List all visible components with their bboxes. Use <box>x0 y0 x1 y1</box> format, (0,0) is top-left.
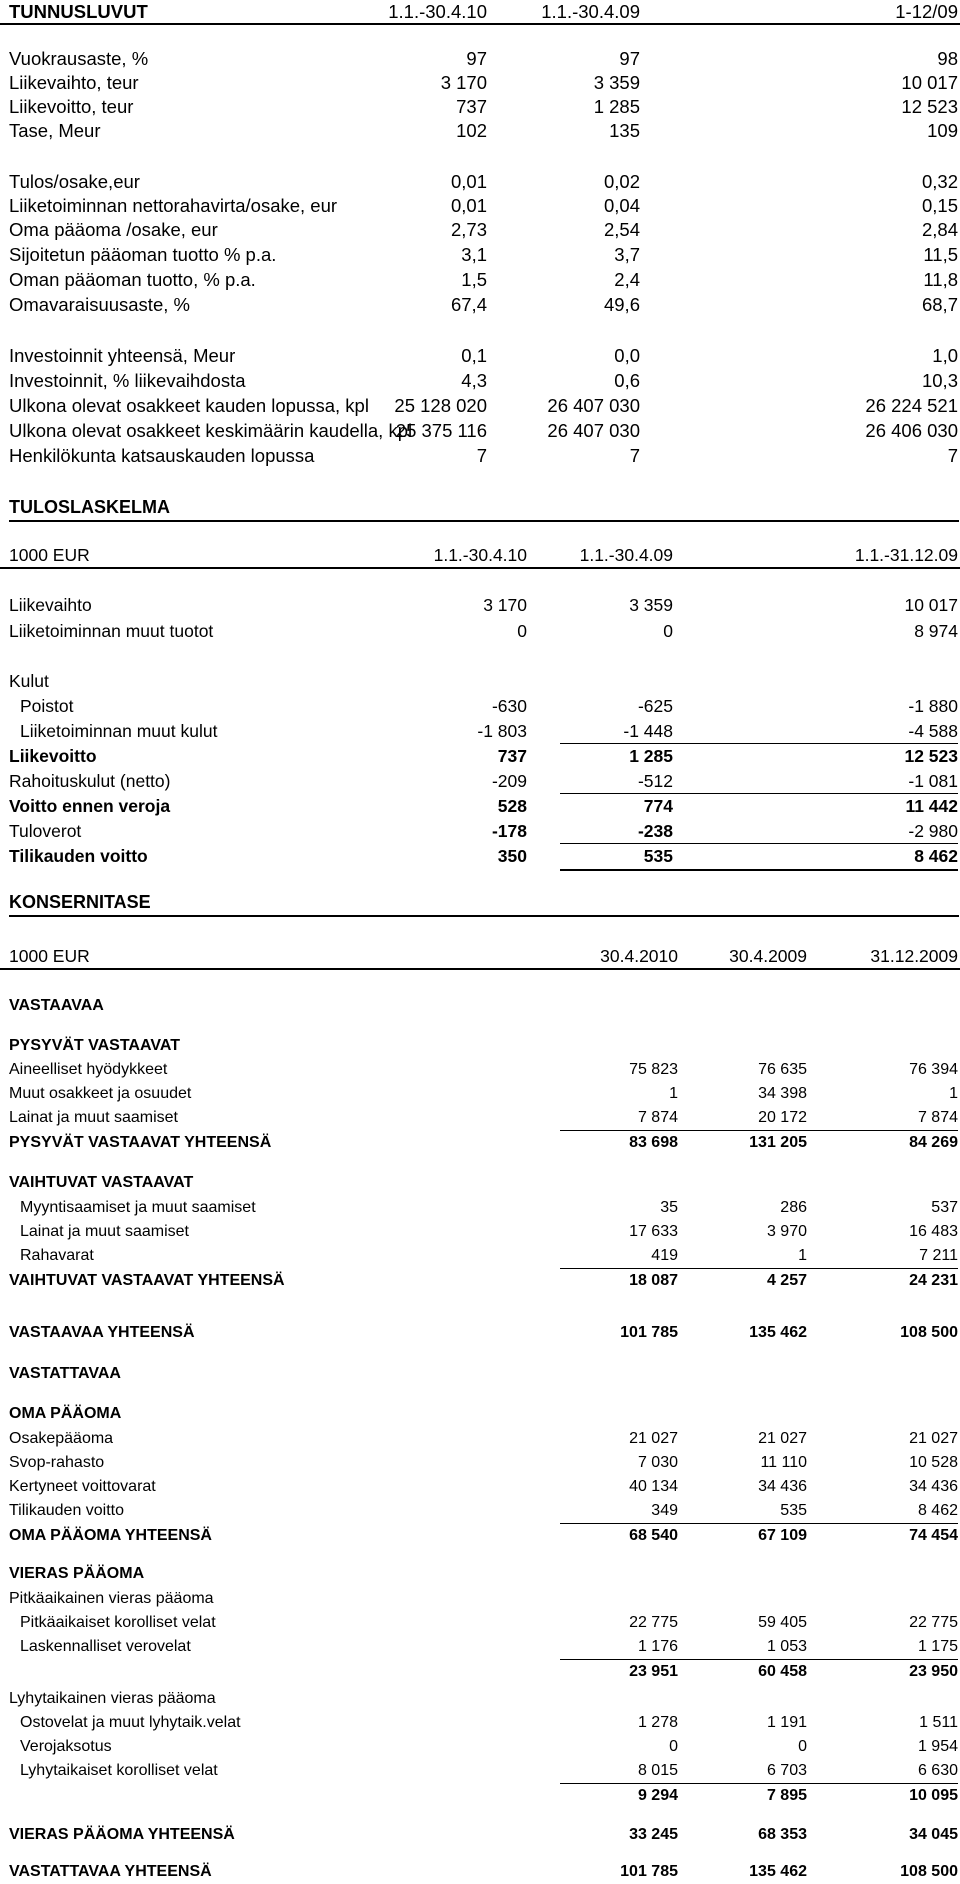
divider <box>9 915 959 917</box>
row-value: 24 231 <box>909 1272 958 1289</box>
row-label: Verojaksotus <box>20 1738 112 1755</box>
section-heading <box>0 1403 960 1425</box>
row-value: 75 823 <box>629 1061 678 1078</box>
row-value: 7 <box>629 445 640 466</box>
table-row <box>0 369 960 393</box>
row-label: Voitto ennen veroja <box>9 796 171 816</box>
row-value: 60 458 <box>758 1663 807 1680</box>
row-value: -630 <box>491 696 527 716</box>
row-value: 135 <box>609 120 640 141</box>
row-label: Henkilökunta katsauskauden lopussa <box>9 445 315 466</box>
row-label: PYSYVÄT VASTAAVAT YHTEENSÄ <box>9 1134 272 1151</box>
table-row <box>0 268 960 292</box>
table-row <box>0 1269 960 1293</box>
row-value: 1 191 <box>766 1714 807 1731</box>
row-label: Kulut <box>9 671 49 691</box>
row-value: 97 <box>619 48 640 69</box>
row-value: 20 172 <box>758 1109 807 1126</box>
table-row <box>0 95 960 119</box>
section-heading <box>0 1563 960 1585</box>
row-value: 0,32 <box>921 171 958 192</box>
table-row <box>0 1131 960 1155</box>
row-value: 17 633 <box>629 1223 678 1240</box>
row-value: 537 <box>931 1199 958 1216</box>
row-label: Svop-rahasto <box>9 1454 105 1471</box>
row-value: 1 511 <box>919 1714 958 1731</box>
row-value: -209 <box>491 771 527 791</box>
row-label: Investoinnit, % liikevaihdosta <box>9 370 246 391</box>
row-value: 3 359 <box>593 72 640 93</box>
row-value: 4 257 <box>766 1272 807 1289</box>
table-row <box>0 444 960 468</box>
row-value: 135 462 <box>749 1324 807 1341</box>
row-value: 3 359 <box>629 595 673 615</box>
row-value: 0,04 <box>603 195 640 216</box>
table-row <box>0 844 960 868</box>
row-value: 8 015 <box>637 1762 678 1779</box>
row-value: 0 <box>669 1738 678 1755</box>
table-row <box>0 71 960 95</box>
row-value: 10 528 <box>909 1454 958 1471</box>
table-row <box>0 593 960 617</box>
row-value: 7 895 <box>766 1787 807 1804</box>
row-value: 2,54 <box>603 219 640 240</box>
row-label: PYSYVÄT VASTAAVAT <box>9 1037 180 1054</box>
table-row <box>0 1427 960 1451</box>
row-value: -1 081 <box>908 771 958 791</box>
row-value: 34 436 <box>758 1478 807 1495</box>
row-label: Liikevaihto <box>9 595 92 615</box>
row-value: 68 353 <box>758 1826 807 1843</box>
row-value: 102 <box>456 120 487 141</box>
row-label: Tilikauden voitto <box>9 1502 125 1519</box>
row-label: Lainat ja muut saamiset <box>9 1109 178 1126</box>
row-value: 10 017 <box>901 72 958 93</box>
table-row <box>0 1711 960 1735</box>
row-value: 11 442 <box>905 796 958 816</box>
row-value: 8 462 <box>914 846 958 866</box>
row-value: 35 <box>660 1199 678 1216</box>
row-label: VASTATTAVAA <box>9 1365 121 1382</box>
section-heading <box>0 1035 960 1057</box>
row-label: Ostovelat ja muut lyhytaik.velat <box>20 1714 241 1731</box>
table-row <box>0 170 960 194</box>
row-value: 1 <box>798 1247 807 1264</box>
row-value: 135 462 <box>749 1863 807 1880</box>
row-value: 1 175 <box>917 1638 958 1655</box>
row-value: 0,6 <box>614 370 640 391</box>
row-label: Lyhytaikainen vieras pääoma <box>9 1690 216 1707</box>
row-value: 1 <box>669 1085 678 1102</box>
row-value: -238 <box>637 821 673 841</box>
row-value: 1 278 <box>637 1714 678 1731</box>
row-value: 0,01 <box>450 195 487 216</box>
row-label: Tase, Meur <box>9 120 101 141</box>
row-value: 286 <box>780 1199 807 1216</box>
row-label: VASTATTAVAA YHTEENSÄ <box>9 1863 212 1880</box>
table-row <box>0 819 960 843</box>
tunnusluvut-col1-header: 1.1.-30.4.10 <box>388 1 487 22</box>
row-label: Kertyneet voittovarat <box>9 1478 156 1495</box>
row-value: 10 095 <box>909 1787 958 1804</box>
row-value: 9 294 <box>637 1787 678 1804</box>
row-value: 1 <box>949 1085 958 1102</box>
row-value: 12 523 <box>904 746 958 766</box>
row-value: 26 407 030 <box>547 420 640 441</box>
row-label: Tulos/osake,eur <box>9 171 140 192</box>
row-label: VASTAAVAA YHTEENSÄ <box>9 1324 195 1341</box>
row-value: 108 500 <box>900 1324 958 1341</box>
row-value: 67,4 <box>450 294 487 315</box>
table-row <box>0 194 960 218</box>
row-value: 3,1 <box>461 244 487 265</box>
row-value: 1 176 <box>637 1638 678 1655</box>
row-label: Investoinnit yhteensä, Meur <box>9 345 236 366</box>
row-value: 40 134 <box>629 1478 678 1495</box>
divider <box>9 520 959 522</box>
table-row <box>0 344 960 368</box>
row-value: 528 <box>497 796 527 816</box>
row-value: 349 <box>651 1502 678 1519</box>
section-heading <box>0 1363 960 1385</box>
row-label: Liiketoiminnan muut tuotot <box>9 621 214 641</box>
row-value: 0 <box>517 621 527 641</box>
row-value: 76 394 <box>909 1061 958 1078</box>
row-label: Liiketoiminnan nettorahavirta/osake, eur <box>9 195 338 216</box>
row-value: 737 <box>456 96 487 117</box>
table-row <box>0 744 960 768</box>
table-row <box>0 669 960 693</box>
row-value: 1,0 <box>932 345 958 366</box>
row-value: 59 405 <box>758 1614 807 1631</box>
row-value: 76 635 <box>758 1061 807 1078</box>
table-row <box>0 1082 960 1106</box>
col1-header: 30.4.2010 <box>600 946 678 966</box>
row-value: 98 <box>937 48 958 69</box>
row-value: 737 <box>497 746 527 766</box>
row-value: 3 170 <box>440 72 487 93</box>
row-value: 23 951 <box>629 1663 678 1680</box>
row-value: -178 <box>491 821 527 841</box>
table-row <box>0 1635 960 1659</box>
table-row <box>0 218 960 242</box>
row-value: 21 027 <box>909 1430 958 1447</box>
total-line <box>560 869 958 871</box>
table-row <box>0 1823 960 1847</box>
row-value: 2,73 <box>450 219 487 240</box>
row-value: 0,0 <box>614 345 640 366</box>
row-label: Vuokrausaste, % <box>9 48 149 69</box>
row-value: 7 030 <box>637 1454 678 1471</box>
tunnusluvut-title: TUNNUSLUVUT <box>9 1 148 22</box>
row-label: Pitkäaikainen vieras pääoma <box>9 1590 214 1607</box>
row-value: 22 775 <box>629 1614 678 1631</box>
col3-header: 1.1.-31.12.09 <box>854 545 958 565</box>
row-value: 26 407 030 <box>547 395 640 416</box>
row-value: 7 <box>947 445 958 466</box>
row-label: Ulkona olevat osakkeet keskimäärin kaudella, kpl <box>9 420 413 441</box>
table-row <box>0 1687 960 1711</box>
row-value: 6 703 <box>766 1762 807 1779</box>
table-row <box>0 1735 960 1759</box>
col1-header: 1.1.-30.4.10 <box>433 545 527 565</box>
row-value: 74 454 <box>909 1527 958 1544</box>
row-value: 0 <box>663 621 673 641</box>
row-label: Ulkona olevat osakkeet kauden lopussa, kpl <box>9 395 369 416</box>
row-value: -625 <box>637 696 673 716</box>
row-value: 7 211 <box>919 1247 958 1264</box>
row-label: Aineelliset hyödykkeet <box>9 1061 168 1078</box>
row-label: Pitkäaikaiset korolliset velat <box>20 1614 216 1631</box>
tuloslaskelma-title <box>0 495 960 519</box>
row-value: 21 027 <box>758 1430 807 1447</box>
row-value: 34 398 <box>758 1085 807 1102</box>
unit-label: 1000 EUR <box>9 946 90 966</box>
section-title: KONSERNITASE <box>9 892 151 912</box>
row-value: 7 <box>476 445 487 466</box>
table-row <box>0 1196 960 1220</box>
row-value: 4,3 <box>461 370 487 391</box>
row-value: 49,6 <box>603 294 640 315</box>
row-value: 3,7 <box>614 244 640 265</box>
row-value: 1 285 <box>629 746 673 766</box>
col2-header: 1.1.-30.4.09 <box>579 545 673 565</box>
row-label: Laskennalliset verovelat <box>20 1638 191 1655</box>
row-value: 2,4 <box>614 269 640 290</box>
tunnusluvut-header-values <box>0 0 960 24</box>
row-value: 68 540 <box>629 1527 678 1544</box>
unit-label: 1000 EUR <box>9 545 90 565</box>
row-value: 0,02 <box>603 171 640 192</box>
row-label: Lainat ja muut saamiset <box>20 1223 189 1240</box>
row-value: 10 017 <box>904 595 958 615</box>
row-value: 419 <box>651 1247 678 1264</box>
row-value: -4 588 <box>908 721 958 741</box>
table-row <box>0 1058 960 1082</box>
row-value: 84 269 <box>909 1134 958 1151</box>
col2-header: 30.4.2009 <box>729 946 807 966</box>
table-row <box>0 719 960 743</box>
row-value: 108 500 <box>900 1863 958 1880</box>
row-value: 11,5 <box>923 244 958 265</box>
row-label: OMA PÄÄOMA YHTEENSÄ <box>9 1527 212 1544</box>
row-value: 12 523 <box>901 96 958 117</box>
row-value: 6 630 <box>917 1762 958 1779</box>
col3-header: 31.12.2009 <box>870 946 958 966</box>
row-value: -1 448 <box>623 721 673 741</box>
row-value: 7 874 <box>637 1109 678 1126</box>
row-value: 97 <box>466 48 487 69</box>
row-value: 8 462 <box>917 1502 958 1519</box>
row-value: -1 880 <box>908 696 958 716</box>
row-value: 350 <box>497 846 527 866</box>
row-value: 26 406 030 <box>865 420 958 441</box>
row-value: 83 698 <box>629 1134 678 1151</box>
table-row <box>0 1220 960 1244</box>
row-label: Liikevaihto, teur <box>9 72 139 93</box>
table-row <box>0 243 960 267</box>
row-label: Poistot <box>20 696 74 716</box>
row-value: 1,5 <box>461 269 487 290</box>
row-value: 11 110 <box>760 1454 807 1471</box>
row-value: 1 053 <box>766 1638 807 1655</box>
row-value: -512 <box>637 771 673 791</box>
row-value: 3 170 <box>483 595 527 615</box>
row-label: OMA PÄÄOMA <box>9 1405 122 1422</box>
row-value: 1 285 <box>593 96 640 117</box>
row-label: Tuloverot <box>9 821 82 841</box>
table-row <box>0 1611 960 1635</box>
row-value: 774 <box>643 796 673 816</box>
row-value: 34 045 <box>909 1826 958 1843</box>
section-heading <box>0 995 960 1017</box>
row-label: Omavaraisuusaste, % <box>9 294 190 315</box>
table-row <box>0 1860 960 1884</box>
row-value: -1 803 <box>477 721 527 741</box>
tunnusluvut-col3-header: 1-12/09 <box>895 1 958 22</box>
konsernitase-header <box>0 944 960 970</box>
row-value: 535 <box>780 1502 807 1519</box>
table-row <box>0 1660 960 1684</box>
row-label: Sijoitetun pääoman tuotto % p.a. <box>9 244 277 265</box>
table-row <box>0 293 960 317</box>
row-label: Liikevoitto, teur <box>9 96 134 117</box>
section-heading <box>0 1172 960 1194</box>
row-value: -2 980 <box>908 821 958 841</box>
table-row <box>0 794 960 818</box>
table-row <box>0 1587 960 1611</box>
row-label: VIERAS PÄÄOMA <box>9 1565 145 1582</box>
row-value: 33 245 <box>629 1826 678 1843</box>
table-row <box>0 769 960 793</box>
tuloslaskelma-header <box>0 543 960 569</box>
row-value: 535 <box>643 846 673 866</box>
table-row <box>0 47 960 71</box>
table-row <box>0 1499 960 1523</box>
table-row <box>0 119 960 143</box>
row-label: Liikevoitto <box>9 746 97 766</box>
row-label: Oma pääoma /osake, eur <box>9 219 218 240</box>
section-title: TULOSLASKELMA <box>9 497 170 517</box>
row-label: VAIHTUVAT VASTAAVAT YHTEENSÄ <box>9 1272 285 1289</box>
row-value: 109 <box>927 120 958 141</box>
row-value: 25 375 116 <box>395 420 487 441</box>
row-label: VAIHTUVAT VASTAAVAT <box>9 1174 194 1191</box>
row-label: Liiketoiminnan muut kulut <box>20 721 218 741</box>
row-value: 10,3 <box>921 370 958 391</box>
row-label: VIERAS PÄÄOMA YHTEENSÄ <box>9 1826 235 1843</box>
row-value: 3 970 <box>766 1223 807 1240</box>
table-row <box>0 1451 960 1475</box>
row-value: 7 874 <box>917 1109 958 1126</box>
table-row <box>0 1475 960 1499</box>
row-label: Osakepääoma <box>9 1430 114 1447</box>
row-label: Rahavarat <box>20 1247 94 1264</box>
table-row <box>0 1759 960 1783</box>
row-value: 22 775 <box>909 1614 958 1631</box>
row-value: 16 483 <box>909 1223 958 1240</box>
table-row <box>0 1524 960 1548</box>
row-value: 23 950 <box>909 1663 958 1680</box>
row-value: 0,15 <box>921 195 958 216</box>
row-value: 101 785 <box>620 1863 678 1880</box>
row-value: 26 224 521 <box>865 395 958 416</box>
row-value: 2,84 <box>921 219 958 240</box>
table-row <box>0 619 960 643</box>
row-label: Myyntisaamiset ja muut saamiset <box>20 1199 256 1216</box>
row-value: 1 954 <box>917 1738 958 1755</box>
row-label: VASTAAVAA <box>9 997 104 1014</box>
row-label: Muut osakkeet ja osuudet <box>9 1085 192 1102</box>
row-value: 131 205 <box>749 1134 807 1151</box>
tunnusluvut-col2-header: 1.1.-30.4.09 <box>541 1 640 22</box>
konsernitase-title <box>0 890 960 914</box>
row-value: 34 436 <box>909 1478 958 1495</box>
row-label: Oman pääoman tuotto, % p.a. <box>9 269 256 290</box>
row-value: 11,8 <box>923 269 958 290</box>
table-row <box>0 1321 960 1345</box>
row-value: 8 974 <box>914 621 958 641</box>
row-value: 67 109 <box>758 1527 807 1544</box>
row-value: 0,01 <box>450 171 487 192</box>
row-value: 0,1 <box>461 345 487 366</box>
row-label: Tilikauden voitto <box>9 846 148 866</box>
table-row <box>0 1244 960 1268</box>
table-row <box>0 419 960 443</box>
row-value: 21 027 <box>629 1430 678 1447</box>
row-value: 101 785 <box>620 1324 678 1341</box>
row-value: 18 087 <box>629 1272 678 1289</box>
table-row <box>0 1106 960 1130</box>
row-label: Lyhytaikaiset korolliset velat <box>20 1762 218 1779</box>
table-row <box>0 694 960 718</box>
row-value: 0 <box>798 1738 807 1755</box>
table-row <box>0 394 960 418</box>
row-value: 68,7 <box>921 294 958 315</box>
row-value: 25 128 020 <box>394 395 487 416</box>
table-row <box>0 1784 960 1808</box>
row-label: Rahoituskulut (netto) <box>9 771 171 791</box>
